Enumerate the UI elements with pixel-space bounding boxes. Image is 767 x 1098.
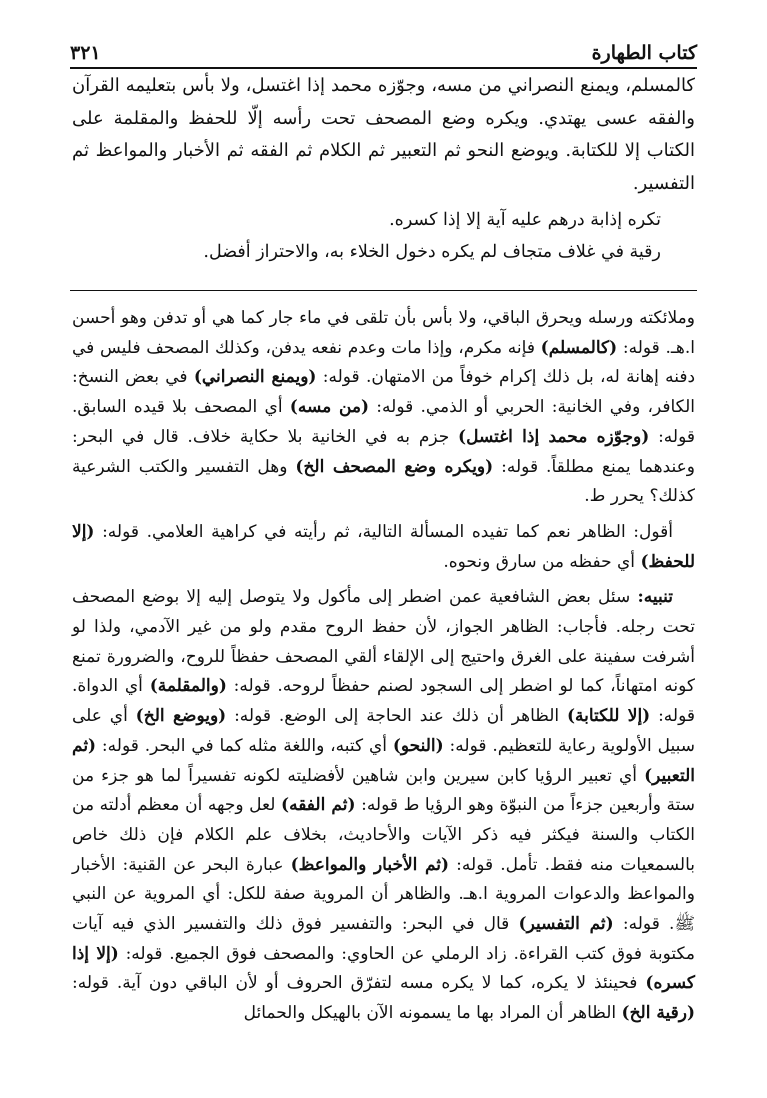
text-segment: في بعض النسخ: الكافر، وفي الخانية: الحربي أو الذمي. قوله: [72,367,695,418]
text-segment: أي تعبير الرؤيا كابن سيرين وابن شاهين لأفضليته لكونه تفسيراً لما هو جزء من ستة وأربعين جزءاً من النبوّة وهو الرؤيا ط قوله: [72,765,695,816]
keyword: (إلا للحفظ) [72,521,695,572]
text-segment: فإنه مكرم، وإذا مات وعدم نفعه يدفن، وكذلك المصحف فليس في دفنه إهانة له، بل ذلك إكرام خوفاً من الامتهان. قوله: [72,337,696,388]
keyword: (إلا للكتابة) [566,706,651,727]
main-paragraph: كالمسلم، ويمنع النصراني من مسه، وجوّزه محمد إذا اغتسل، ولا بأس بتعليمه القرآن والفقه عسى يهتدي. ويكره وضع المصحف تحت رأسه إلّا للحفظ والمقلمة على الكتاب إلا للكتابة. ويوضع النحو ثم التعبير ثم الكلام ثم الفقه ثم الأخبار والمواعظ ثم التفسير. [72,75,695,194]
keyword: (من مسه) [289,397,370,418]
keyword: (ويوضع الخ) [135,706,227,727]
text-segment: سئل بعض الشافعية عمن اضطر إلى مأكول ولا يتوصل إليه إلا بوضع المصحف تحت رجله. فأجاب: الظاهر الجواز، لأن حفظ الروح مقدم ولو من غير الآدمي، ولذا لو أشرفت سفينة على الغرق واحتيج إلى الإلقاء ألقي المصحف حفظاً للروح، والضرورة تمنع كونه امتهاناً، كما لو اضطر إلى السجود لصنم حفظاً لروحه. قوله: [72,587,696,697]
keyword: (ثم التعبير) [72,735,695,786]
page-header [70,34,697,69]
text-segment: الظاهر أن المراد بها ما يسمونه الآن بالهيكل والحمائل [243,1003,622,1024]
commentary [72,304,695,1029]
keyword: (رقية الخ) [621,1003,695,1024]
book-title: كتاب الطهارة [591,42,697,64]
verse-block [72,204,695,268]
keyword: (إلا إذا كسره) [72,943,695,994]
keyword: (ويمنع النصراني) [193,367,317,388]
text-segment: أي حفظه من سارق ونحوه. [443,551,641,572]
verse-line-2: رقية في غلاف متجاف لم يكره دخول الخلاء به، والاحتراز أفضل. [203,242,661,262]
text-segment: لعل وجهه أن معظم أدلته من الكتاب والسنة فيكثر فيه ذكر الآيات والأحاديث، بخلاف علم الكلام فإن ذلك خاص بالسمعيات منه فقط. تأمل. قوله: [72,795,695,875]
keyword: تنبيه: [637,587,673,608]
commentary-paragraph-1 [72,304,695,512]
commentary-paragraph-2 [72,518,695,577]
keyword: (وجوّزه محمد إذا اغتسل) [458,426,650,447]
text-segment: عبارة البحر عن القنية: الأخبار والمواعظ والدعوات المروية ا.هـ. والظاهر أن المروية صفة للكل: أي المروية عن النبي ﷺ. قوله: [72,854,695,935]
text-segment: أقول: الظاهر نعم كما تفيده المسألة التالية، ثم رأيته في كراهية العلامي. قوله: [94,521,673,542]
keyword: (والمقلمة) [149,676,227,697]
text-segment: أي المصحف بلا قيده السابق. قوله: [72,397,696,447]
keyword: (النحو) [392,735,444,756]
keyword: (ثم الأخبار والمواعظ) [290,854,450,875]
commentary-paragraph-3 [72,583,695,1029]
text-segment: وملائكته ورسله ويحرق الباقي، ولا بأس بأن تلقى في ماء جار كما هي أو تدفن وهو أحسن ا.هـ. قوله: [72,308,695,358]
keyword: (ثم الفقه) [281,795,356,816]
text-segment: جزم به في الخانية بلا حكاية خلاف. قال في البحر: وعندهما يمنع مطلقاً. قوله: [72,426,695,477]
text-segment: أي على سبيل الأولوية رعاية للتعظيم. قوله: [72,706,695,756]
text-segment: فحينئذ لا يكره، كما لا يكره مسه لتفرّق الحروف أو لأن الباقي دون آية. قوله: [72,973,646,994]
main-text [72,70,695,268]
text-segment: قال في البحر: والتفسير فوق ذلك والتفسير الذي فيه آيات مكتوبة فوق كتب القراءة. زاد الرملي عن الحاوي: والمصحف فوق الجميع. قوله: [72,914,695,964]
verse-line-1: تكره إذابة درهم عليه آية إلا إذا كسره. [389,210,661,230]
text-segment: أي الدواة. قوله: [72,676,695,727]
section-divider [70,290,697,291]
keyword: (ويكره وضع المصحف الخ) [295,456,494,477]
keyword: (ثم التفسير) [518,914,614,935]
text-segment: الظاهر أن ذلك عند الحاجة إلى الوضع. قوله: [226,706,567,727]
keyword: (كالمسلم) [540,337,618,358]
text-segment: أي كتبه، واللغة مثله كما في البحر. قوله: [96,735,393,756]
page-number: ٣٢١ [70,42,101,64]
text-segment: وهل التفسير والكتب الشرعية كذلك؟ يحرر ط. [72,456,695,507]
